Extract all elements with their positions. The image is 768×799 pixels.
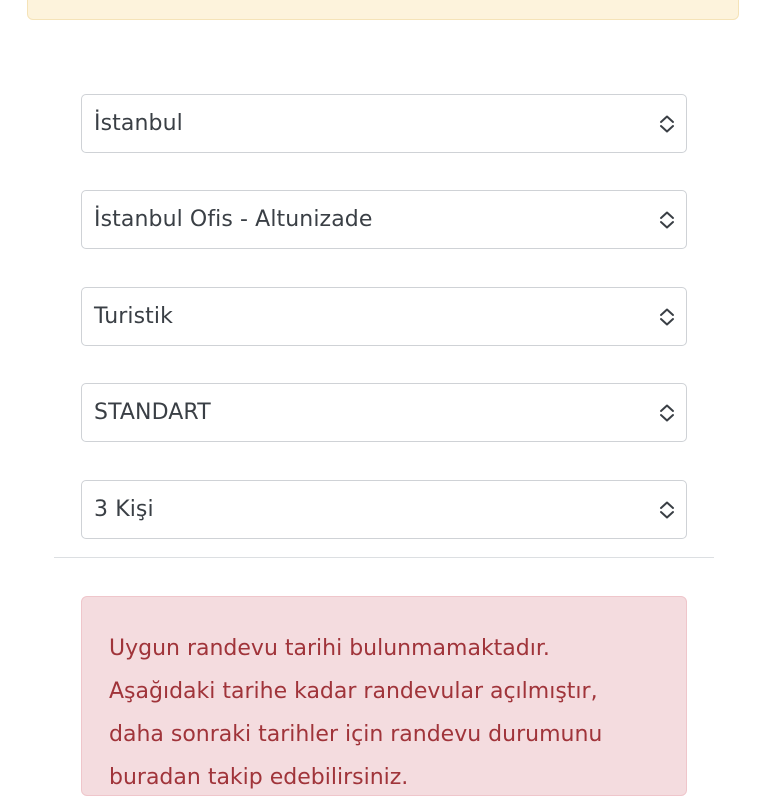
service-type-select[interactable]	[81, 383, 687, 442]
chevron-up-down-icon	[658, 209, 676, 231]
alert-line-2: Aşağıdaki tarihe kadar randevular açılmıştır,	[109, 679, 598, 704]
visa-type-select[interactable]	[81, 287, 687, 346]
chevron-up-down-icon	[658, 113, 676, 135]
people-count-select[interactable]	[81, 480, 687, 539]
office-select[interactable]	[81, 190, 687, 249]
alert-line-1: Uygun randevu tarihi bulunmamaktadır.	[109, 636, 550, 661]
alert-line-3: daha sonraki tarihler için randevu durumunu	[109, 722, 603, 747]
chevron-up-down-icon	[658, 402, 676, 424]
city-select-value: İstanbul	[94, 111, 183, 136]
alert-line-4: buradan takip edebilirsiniz.	[109, 765, 409, 790]
section-divider	[54, 557, 714, 558]
visa-type-select-value: Turistik	[94, 304, 173, 329]
top-notice-banner	[27, 0, 739, 20]
no-appointment-alert	[81, 596, 687, 796]
city-select[interactable]	[81, 94, 687, 153]
chevron-up-down-icon	[658, 499, 676, 521]
office-select-value: İstanbul Ofis - Altunizade	[94, 207, 373, 232]
people-count-select-value: 3 Kişi	[94, 497, 154, 522]
chevron-up-down-icon	[658, 306, 676, 328]
service-type-select-value: STANDART	[94, 400, 211, 425]
